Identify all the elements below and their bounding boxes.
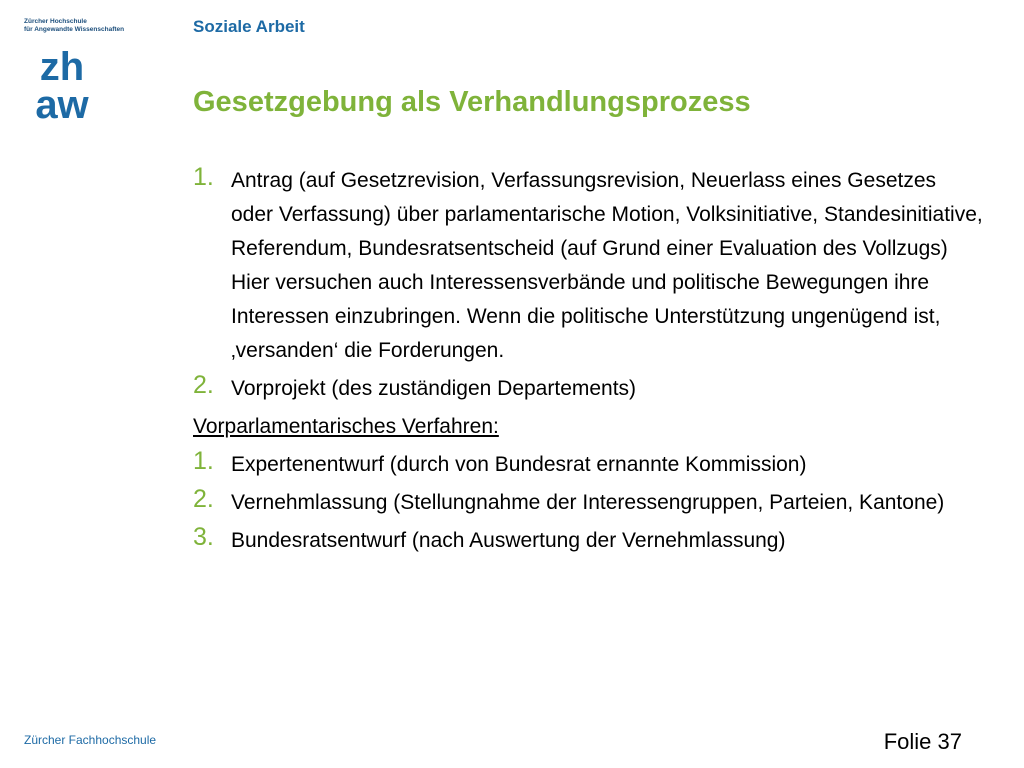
list-number: 2.	[193, 485, 214, 513]
subheading: Vorparlamentarisches Verfahren:	[193, 415, 499, 438]
footer-institution: Zürcher Fachhochschule	[24, 733, 157, 747]
logo-letters-bottom: aw	[35, 83, 89, 124]
list-item	[193, 524, 983, 558]
list-item	[193, 164, 983, 368]
list-item	[193, 486, 983, 520]
logo-letters-top: zh	[39, 45, 85, 89]
list-item	[193, 372, 983, 406]
list-text: Expertenentwurf (durch von Bundesrat ernannte Kommission)	[231, 453, 807, 476]
section-label: Soziale Arbeit	[193, 17, 305, 36]
list-text: Vernehmlassung (Stellungnahme der Interessengruppen, Parteien, Kantone)	[231, 491, 945, 514]
list-item	[193, 448, 983, 482]
logo-caption	[24, 18, 124, 33]
slide-content	[193, 164, 983, 558]
logo-caption-line2: für Angewandte Wissenschaften	[24, 25, 125, 33]
zhaw-logo	[22, 44, 102, 124]
list-text: Vorprojekt (des zuständigen Departements)	[231, 377, 637, 400]
list-text: Bundesratsentwurf (nach Auswertung der Vernehmlassung)	[231, 529, 786, 552]
slide-number: Folie 37	[883, 729, 962, 754]
logo-caption-line1: Zürcher Hochschule	[24, 18, 87, 25]
list-number: 2.	[193, 371, 214, 399]
list-number: 3.	[193, 523, 214, 551]
list-text: Antrag (auf Gesetzrevision, Verfassungsrevision, Neuerlass eines Gesetzes oder Verfassung) über parlamentarische Motion, Volksinitiative, Standesinitiative, Referendum, Bundesratsentscheid (auf Grund einer Evaluation des Vollzugs) Hier versuchen auch Interessensverbände und politische Bewegungen ihre Interessen einzubringen. Wenn die politische Unterstützung ungenügend ist, ‚versanden‘ die Forderungen.	[231, 169, 983, 362]
list-number: 1.	[193, 447, 214, 475]
slide-title: Gesetzgebung als Verhandlungsprozess	[193, 86, 751, 118]
list-number: 1.	[193, 163, 214, 191]
